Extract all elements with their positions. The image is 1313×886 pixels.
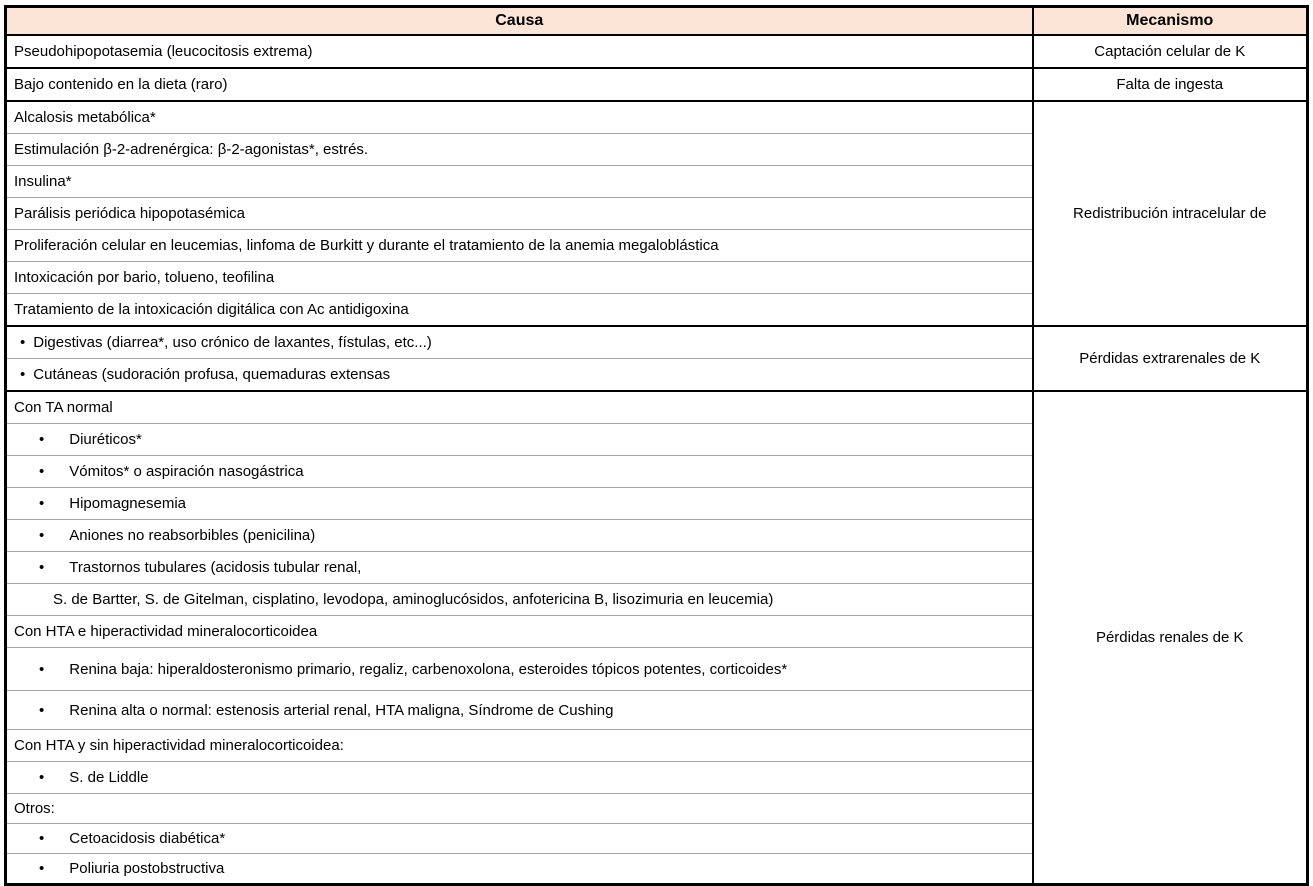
header-row [6,7,1308,36]
mechanism-cell: Redistribución intracelular de [1033,101,1308,326]
cause-text: Poliuria postobstructiva [69,860,225,877]
cause-text: Otros: [14,800,55,817]
cause-text: Digestivas (diarrea*, uso crónico de laxantes, fístulas, etc...) [33,334,432,351]
cause-cell [6,824,1033,854]
cause-text: Trastornos tubulares (acidosis tubular renal, [69,559,362,576]
cause-text: Intoxicación por bario, tolueno, teofilina [14,269,275,286]
cause-cell [6,854,1033,885]
cause-cell [6,101,1033,134]
table-row [6,326,1308,359]
cause-cell [6,35,1033,68]
cause-cell [6,359,1033,392]
bullet-icon: • [39,830,45,847]
cause-text: Cutáneas (sudoración profusa, quemaduras extensas [33,366,391,383]
cause-text: Parálisis periódica hipopotasémica [14,205,245,222]
table-row [6,35,1308,68]
bullet-icon: • [20,334,26,351]
cause-cell [6,730,1033,762]
cause-cell [6,648,1033,691]
cause-text: Renina alta o normal: estenosis arterial renal, HTA maligna, Síndrome de Cushing [69,701,614,719]
bullet-icon: • [20,366,26,383]
cause-text: Insulina* [14,173,72,190]
cause-cell [6,166,1033,198]
cause-cell [6,262,1033,294]
cause-cell [6,456,1033,488]
cause-text: Bajo contenido en la dieta (raro) [14,76,228,93]
cause-text: S. de Bartter, S. de Gitelman, cisplatino, levodopa, aminoglucósidos, anfotericina B, lisozimuria en leucemia) [53,591,774,608]
cause-cell [6,488,1033,520]
cause-text: Cetoacidosis diabética* [69,830,226,847]
cause-text: S. de Liddle [69,769,149,786]
cause-text: Alcalosis metabólica* [14,109,156,126]
mechanism-cell: Falta de ingesta [1033,68,1308,101]
mechanism-cell: Pérdidas renales de K [1033,391,1308,885]
cause-cell [6,520,1033,552]
column-header-mecanismo: Mecanismo [1033,7,1308,36]
bullet-icon: • [39,527,45,544]
cause-cell [6,230,1033,262]
mechanism-cell: Captación celular de K [1033,35,1308,68]
cause-text: Aniones no reabsorbibles (penicilina) [69,527,316,544]
cause-cell [6,691,1033,730]
cause-text: Proliferación celular en leucemias, linfoma de Burkitt y durante el tratamiento de la anemia megaloblástica [14,237,719,254]
cause-cell [6,424,1033,456]
cause-cell [6,584,1033,616]
cause-cell [6,762,1033,794]
cause-text: Tratamiento de la intoxicación digitálica con Ac antidigoxina [14,301,409,318]
cause-text: Con HTA e hiperactividad mineralocorticoidea [14,623,318,640]
cause-cell [6,794,1033,824]
cause-text: Vómitos* o aspiración nasogástrica [69,463,304,480]
cause-cell [6,134,1033,166]
cause-cell [6,326,1033,359]
cause-cell [6,391,1033,424]
bullet-icon: • [39,660,45,678]
cause-cell [6,552,1033,584]
bullet-icon: • [39,559,45,576]
cause-text: Con TA normal [14,399,113,416]
bullet-icon: • [39,860,45,877]
cause-cell [6,68,1033,101]
cause-text: Renina baja: hiperaldosteronismo primario, regaliz, carbenoxolona, esteroides tópicos potentes, corticoides* [69,660,788,678]
bullet-icon: • [39,495,45,512]
table-row [6,391,1308,424]
bullet-icon: • [39,701,45,719]
cause-text: Pseudohipopotasemia (leucocitosis extrema) [14,43,313,60]
table-row [6,101,1308,134]
cause-text: Hipomagnesemia [69,495,186,512]
cause-text: Estimulación β-2-adrenérgica: β-2-agonistas*, estrés. [14,141,369,158]
cause-cell [6,616,1033,648]
causes-mechanisms-table [4,5,1309,886]
cause-text: Diuréticos* [69,431,142,448]
bullet-icon: • [39,769,45,786]
column-header-causa: Causa [6,7,1033,36]
bullet-icon: • [39,431,45,448]
bullet-icon: • [39,463,45,480]
cause-cell [6,294,1033,327]
mechanism-cell: Pérdidas extrarenales de K [1033,326,1308,391]
cause-cell [6,198,1033,230]
table-row [6,68,1308,101]
cause-text: Con HTA y sin hiperactividad mineralocorticoidea: [14,737,344,754]
